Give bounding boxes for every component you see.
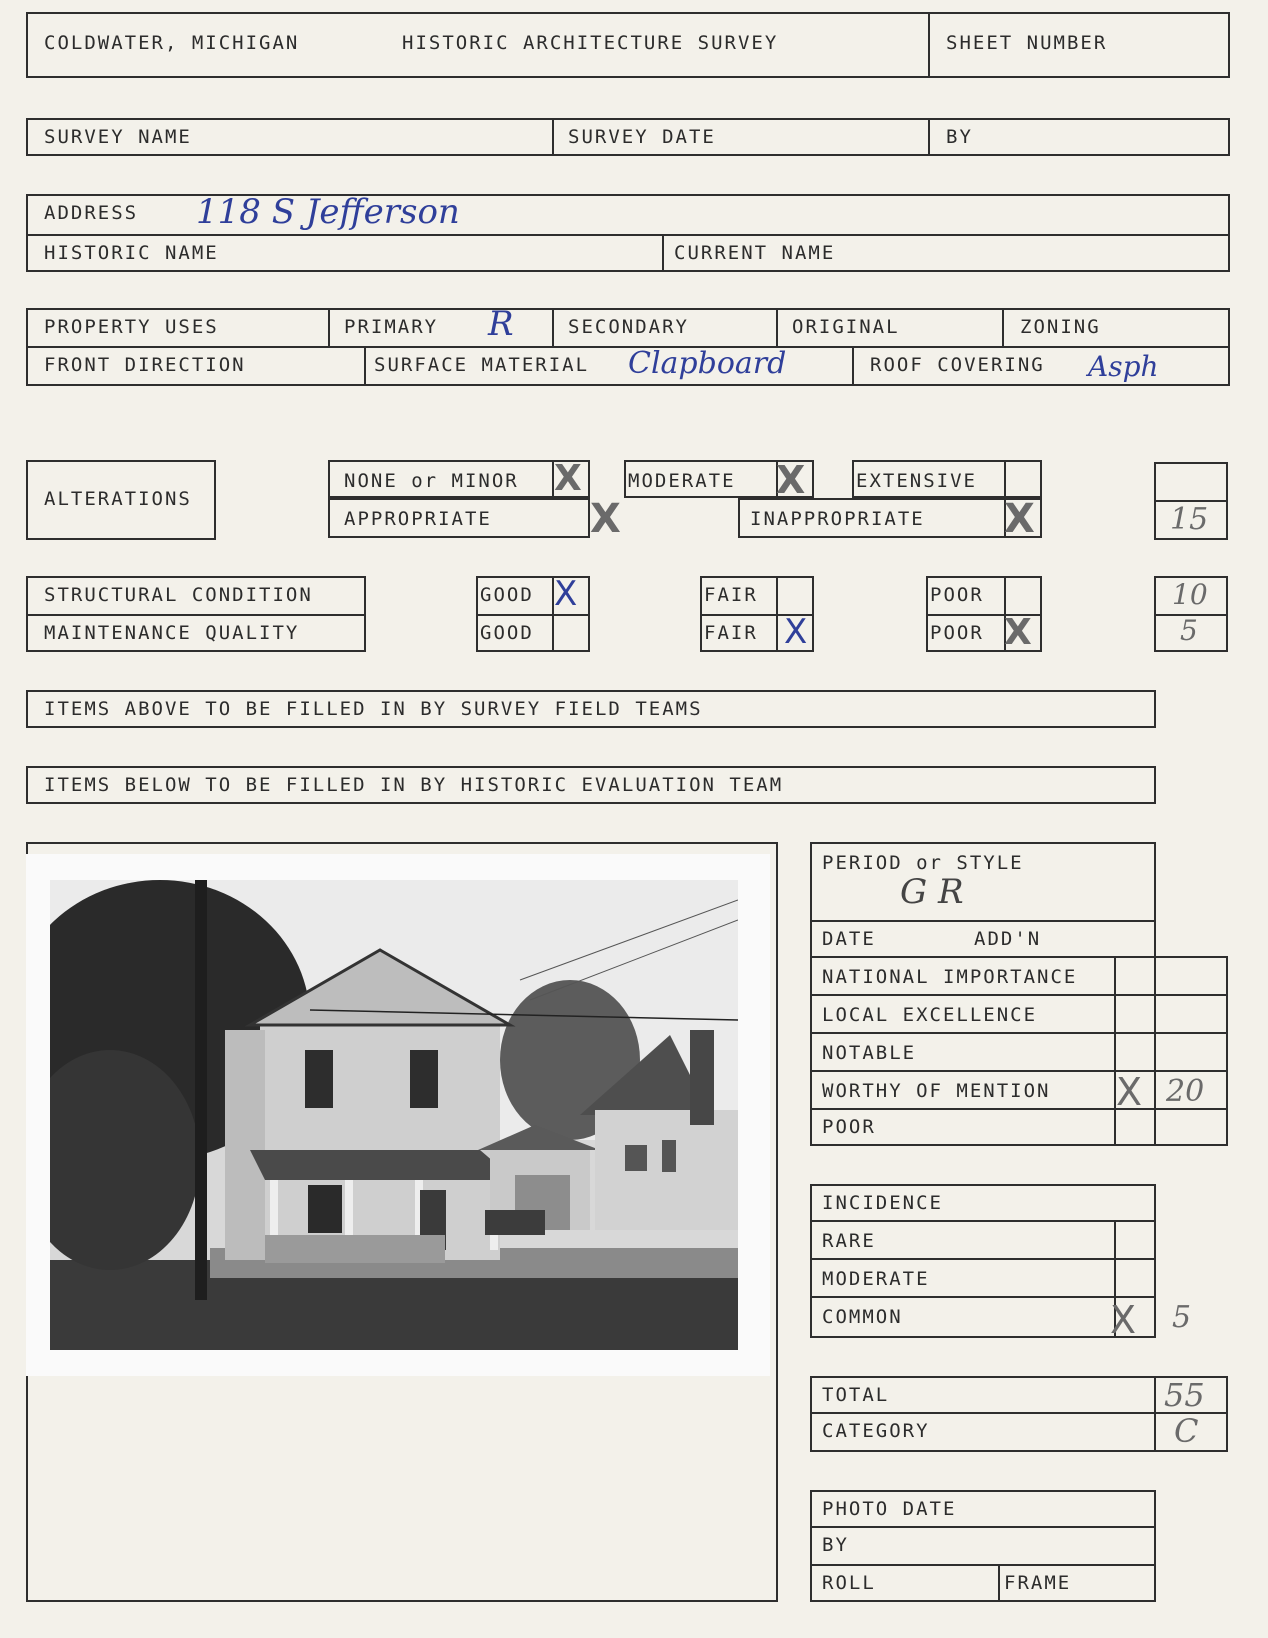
address-label: ADDRESS xyxy=(44,202,139,224)
roof-covering-label: ROOF COVERING xyxy=(870,354,1045,376)
inc-row-1 xyxy=(810,1220,1156,1222)
photo-date-label: PHOTO DATE xyxy=(822,1498,957,1520)
alterations-score: 15 xyxy=(1170,502,1209,537)
addn-label: ADD'N xyxy=(974,928,1042,950)
prop-div-1 xyxy=(328,308,330,346)
prop-div-2 xyxy=(552,308,554,346)
fair-maintenance-mark: X xyxy=(784,612,808,652)
survey-name-label: SURVEY NAME xyxy=(44,126,192,148)
eval-row-1 xyxy=(810,956,1156,958)
header-place: COLDWATER, MICHIGAN xyxy=(44,32,300,54)
secondary-label: SECONDARY xyxy=(568,316,689,338)
poor-maintenance-mark: X xyxy=(1004,612,1032,653)
rare-label: RARE xyxy=(822,1230,876,1252)
total-value: 55 xyxy=(1164,1376,1205,1414)
front-direction-label: FRONT DIRECTION xyxy=(44,354,246,376)
eval-row-3 xyxy=(810,1032,1228,1034)
primary-value: R xyxy=(488,304,514,344)
worthy-score: 20 xyxy=(1166,1074,1205,1109)
roof-covering-value: Asph xyxy=(1088,350,1159,383)
house-photo xyxy=(50,880,738,1350)
common-mark: X xyxy=(1110,1298,1137,1342)
header-divider xyxy=(928,12,930,78)
eval-score-div xyxy=(1154,956,1156,1146)
appropriate-label: APPROPRIATE xyxy=(344,508,492,530)
common-label: COMMON xyxy=(822,1306,903,1328)
name-divider xyxy=(662,234,664,272)
maintenance-score: 5 xyxy=(1180,614,1198,647)
good-label-structural: GOOD xyxy=(480,584,534,606)
prop-div-3 xyxy=(776,308,778,346)
moderate-label: MODERATE xyxy=(628,470,736,492)
poor-label-maintenance: POOR xyxy=(930,622,984,644)
property-uses-label: PROPERTY USES xyxy=(44,316,219,338)
none-minor-label: NONE or MINOR xyxy=(344,470,519,492)
current-name-label: CURRENT NAME xyxy=(674,242,836,264)
period-label: PERIOD or STYLE xyxy=(822,852,1024,874)
common-score: 5 xyxy=(1172,1300,1192,1335)
eval-row-2 xyxy=(810,994,1228,996)
header-title: HISTORIC ARCHITECTURE SURVEY xyxy=(402,32,779,54)
survey-divider-1 xyxy=(552,118,554,156)
good-structural-mark: X xyxy=(554,574,578,614)
prop-div-4 xyxy=(1002,308,1004,346)
primary-label: PRIMARY xyxy=(344,316,439,338)
eval-row-4 xyxy=(810,1070,1228,1072)
category-label: CATEGORY xyxy=(822,1420,930,1442)
fair-label-structural: FAIR xyxy=(704,584,758,606)
good-divider xyxy=(476,614,590,616)
moderate-mark: X xyxy=(776,458,806,502)
appropriate-mark: X xyxy=(590,496,621,542)
date-label: DATE xyxy=(822,928,876,950)
sheet-number-label: SHEET NUMBER xyxy=(946,32,1108,54)
incidence-label: INCIDENCE xyxy=(822,1192,943,1214)
prop-div-6 xyxy=(852,346,854,386)
photo-info-div xyxy=(998,1564,1000,1602)
surface-material-value: Clapboard xyxy=(628,346,787,381)
photo-info-row-1 xyxy=(810,1526,1156,1528)
maintenance-label: MAINTENANCE QUALITY xyxy=(44,622,300,644)
photo-by-label: BY xyxy=(822,1534,849,1556)
survey-by-label: BY xyxy=(946,126,973,148)
structural-score: 10 xyxy=(1172,578,1208,611)
historic-name-label: HISTORIC NAME xyxy=(44,242,219,264)
survey-date-label: SURVEY DATE xyxy=(568,126,716,148)
evaluation-score-column xyxy=(1114,956,1228,1146)
fair-label-maintenance: FAIR xyxy=(704,622,758,644)
inc-row-3 xyxy=(810,1296,1156,1298)
local-excellence-label: LOCAL EXCELLENCE xyxy=(822,1004,1038,1026)
address-value: 118 S Jefferson xyxy=(196,192,460,232)
period-value: G R xyxy=(900,872,964,912)
surface-material-label: SURFACE MATERIAL xyxy=(374,354,590,376)
prop-div-5 xyxy=(364,346,366,386)
totals-score-div xyxy=(1154,1376,1156,1452)
evaluation-team-text: ITEMS BELOW TO BE FILLED IN BY HISTORIC EVALUATION TEAM xyxy=(44,774,784,796)
photo-mount xyxy=(26,854,770,1376)
extensive-label: EXTENSIVE xyxy=(856,470,977,492)
frame-label: FRAME xyxy=(1004,1572,1072,1594)
condition-divider xyxy=(26,614,366,616)
none-minor-mark: X xyxy=(554,458,582,499)
inc-moderate-label: MODERATE xyxy=(822,1268,930,1290)
extensive-check-div xyxy=(1004,460,1006,498)
good-label-maintenance: GOOD xyxy=(480,622,534,644)
worthy-label: WORTHY OF MENTION xyxy=(822,1080,1051,1102)
fair-check-div xyxy=(776,576,778,652)
field-teams-text: ITEMS ABOVE TO BE FILLED IN BY SURVEY FIELD TEAMS xyxy=(44,698,703,720)
inappropriate-label: INAPPROPRIATE xyxy=(750,508,925,530)
address-divider xyxy=(26,234,1230,236)
survey-divider-2 xyxy=(928,118,930,156)
poor-label-structural: POOR xyxy=(930,584,984,606)
category-value: C xyxy=(1174,1412,1199,1450)
notable-label: NOTABLE xyxy=(822,1042,917,1064)
total-label: TOTAL xyxy=(822,1384,890,1406)
national-importance-label: NATIONAL IMPORTANCE xyxy=(822,966,1078,988)
eval-poor-label: POOR xyxy=(822,1116,876,1138)
worthy-mark: X xyxy=(1116,1070,1143,1114)
structural-label: STRUCTURAL CONDITION xyxy=(44,584,313,606)
alterations-label: ALTERATIONS xyxy=(44,488,192,510)
inappropriate-mark: X xyxy=(1004,496,1035,542)
inc-row-2 xyxy=(810,1258,1156,1260)
zoning-label: ZONING xyxy=(1020,316,1101,338)
photo-info-row-2 xyxy=(810,1564,1156,1566)
roll-label: ROLL xyxy=(822,1572,876,1594)
original-label: ORIGINAL xyxy=(792,316,900,338)
